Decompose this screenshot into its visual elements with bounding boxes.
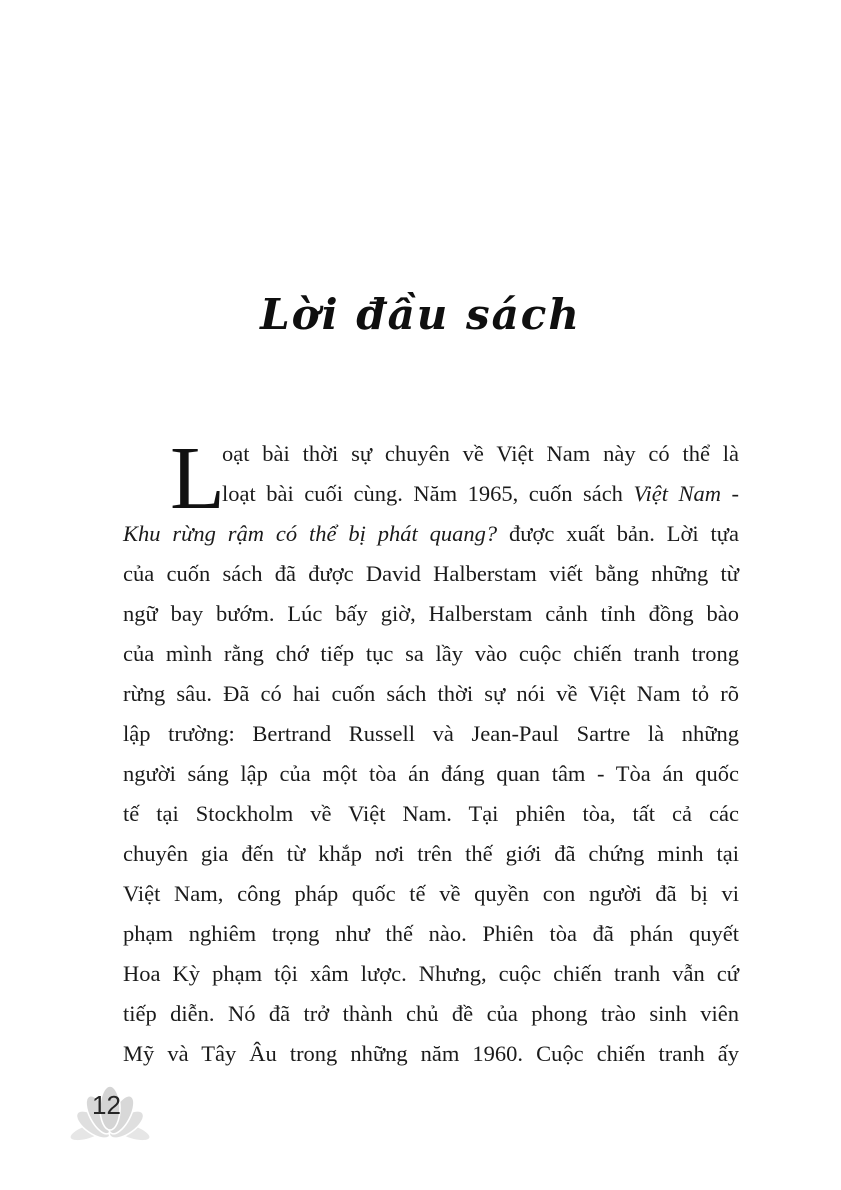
body-text: của mình rằng chớ tiếp tục sa lầy vào cuộc chiến tranh trong [123,641,739,666]
body-line-9 [123,754,739,794]
body-line-13 [123,914,739,954]
body-line-8 [123,714,739,754]
drop-cap: L [170,429,225,528]
body-text: ngữ bay bướm. Lúc bấy giờ, Halberstam cảnh tỉnh đồng bào [123,601,739,626]
body-paragraph [123,429,740,1074]
body-text: của cuốn sách đã được David Halberstam viết bằng những từ [123,561,739,586]
body-text: được xuất bản. Lời tựa [497,521,739,546]
body-text: Hoa Kỳ phạm tội xâm lược. Nhưng, cuộc chiến tranh vẫn cứ [123,961,739,986]
body-text-italic: Khu rừng rậm có thể bị phát quang? [123,521,498,546]
page-number: 12 [92,1090,121,1120]
body-text: tế tại Stockholm về Việt Nam. Tại phiên tòa, tất cả các [123,801,739,826]
body-line-4 [123,554,739,594]
body-line-12 [123,874,739,914]
body-line-7 [123,674,739,714]
body-text: lập trường: Bertrand Russell và Jean-Paul Sartre là những [123,721,739,746]
body-line-14 [123,954,739,994]
page-footer [68,1082,152,1146]
body-text: phạm nghiêm trọng như thế nào. Phiên tòa đã phán quyết [123,921,739,946]
body-text: tiếp diễn. Nó đã trở thành chủ đề của phong trào sinh viên [123,1001,739,1026]
body-line-16 [123,1034,739,1074]
body-text: chuyên gia đến từ khắp nơi trên thế giới đã chứng minh tại [123,841,739,866]
body-text-italic: Việt Nam - [633,481,740,506]
body-line-5 [123,594,739,634]
body-line-6 [123,634,739,674]
body-line-15 [123,994,739,1034]
body-line-11 [123,834,739,874]
body-text: Mỹ và Tây Âu trong những năm 1960. Cuộc chiến tranh ấy [123,1041,739,1066]
body-line-10 [123,794,739,834]
chapter-title: Lời đầu sách [260,290,581,339]
body-text: loạt bài cuối cùng. Năm 1965, cuốn sách [222,481,634,506]
body-text: oạt bài thời sự chuyên về Việt Nam này có thể là [222,441,739,466]
body-text: Việt Nam, công pháp quốc tế về quyền con người đã bị vi [123,881,739,906]
body-text: người sáng lập của một tòa án đáng quan tâm - Tòa án quốc [123,761,739,786]
body-text: rừng sâu. Đã có hai cuốn sách thời sự nói về Việt Nam tỏ rõ [123,681,739,706]
